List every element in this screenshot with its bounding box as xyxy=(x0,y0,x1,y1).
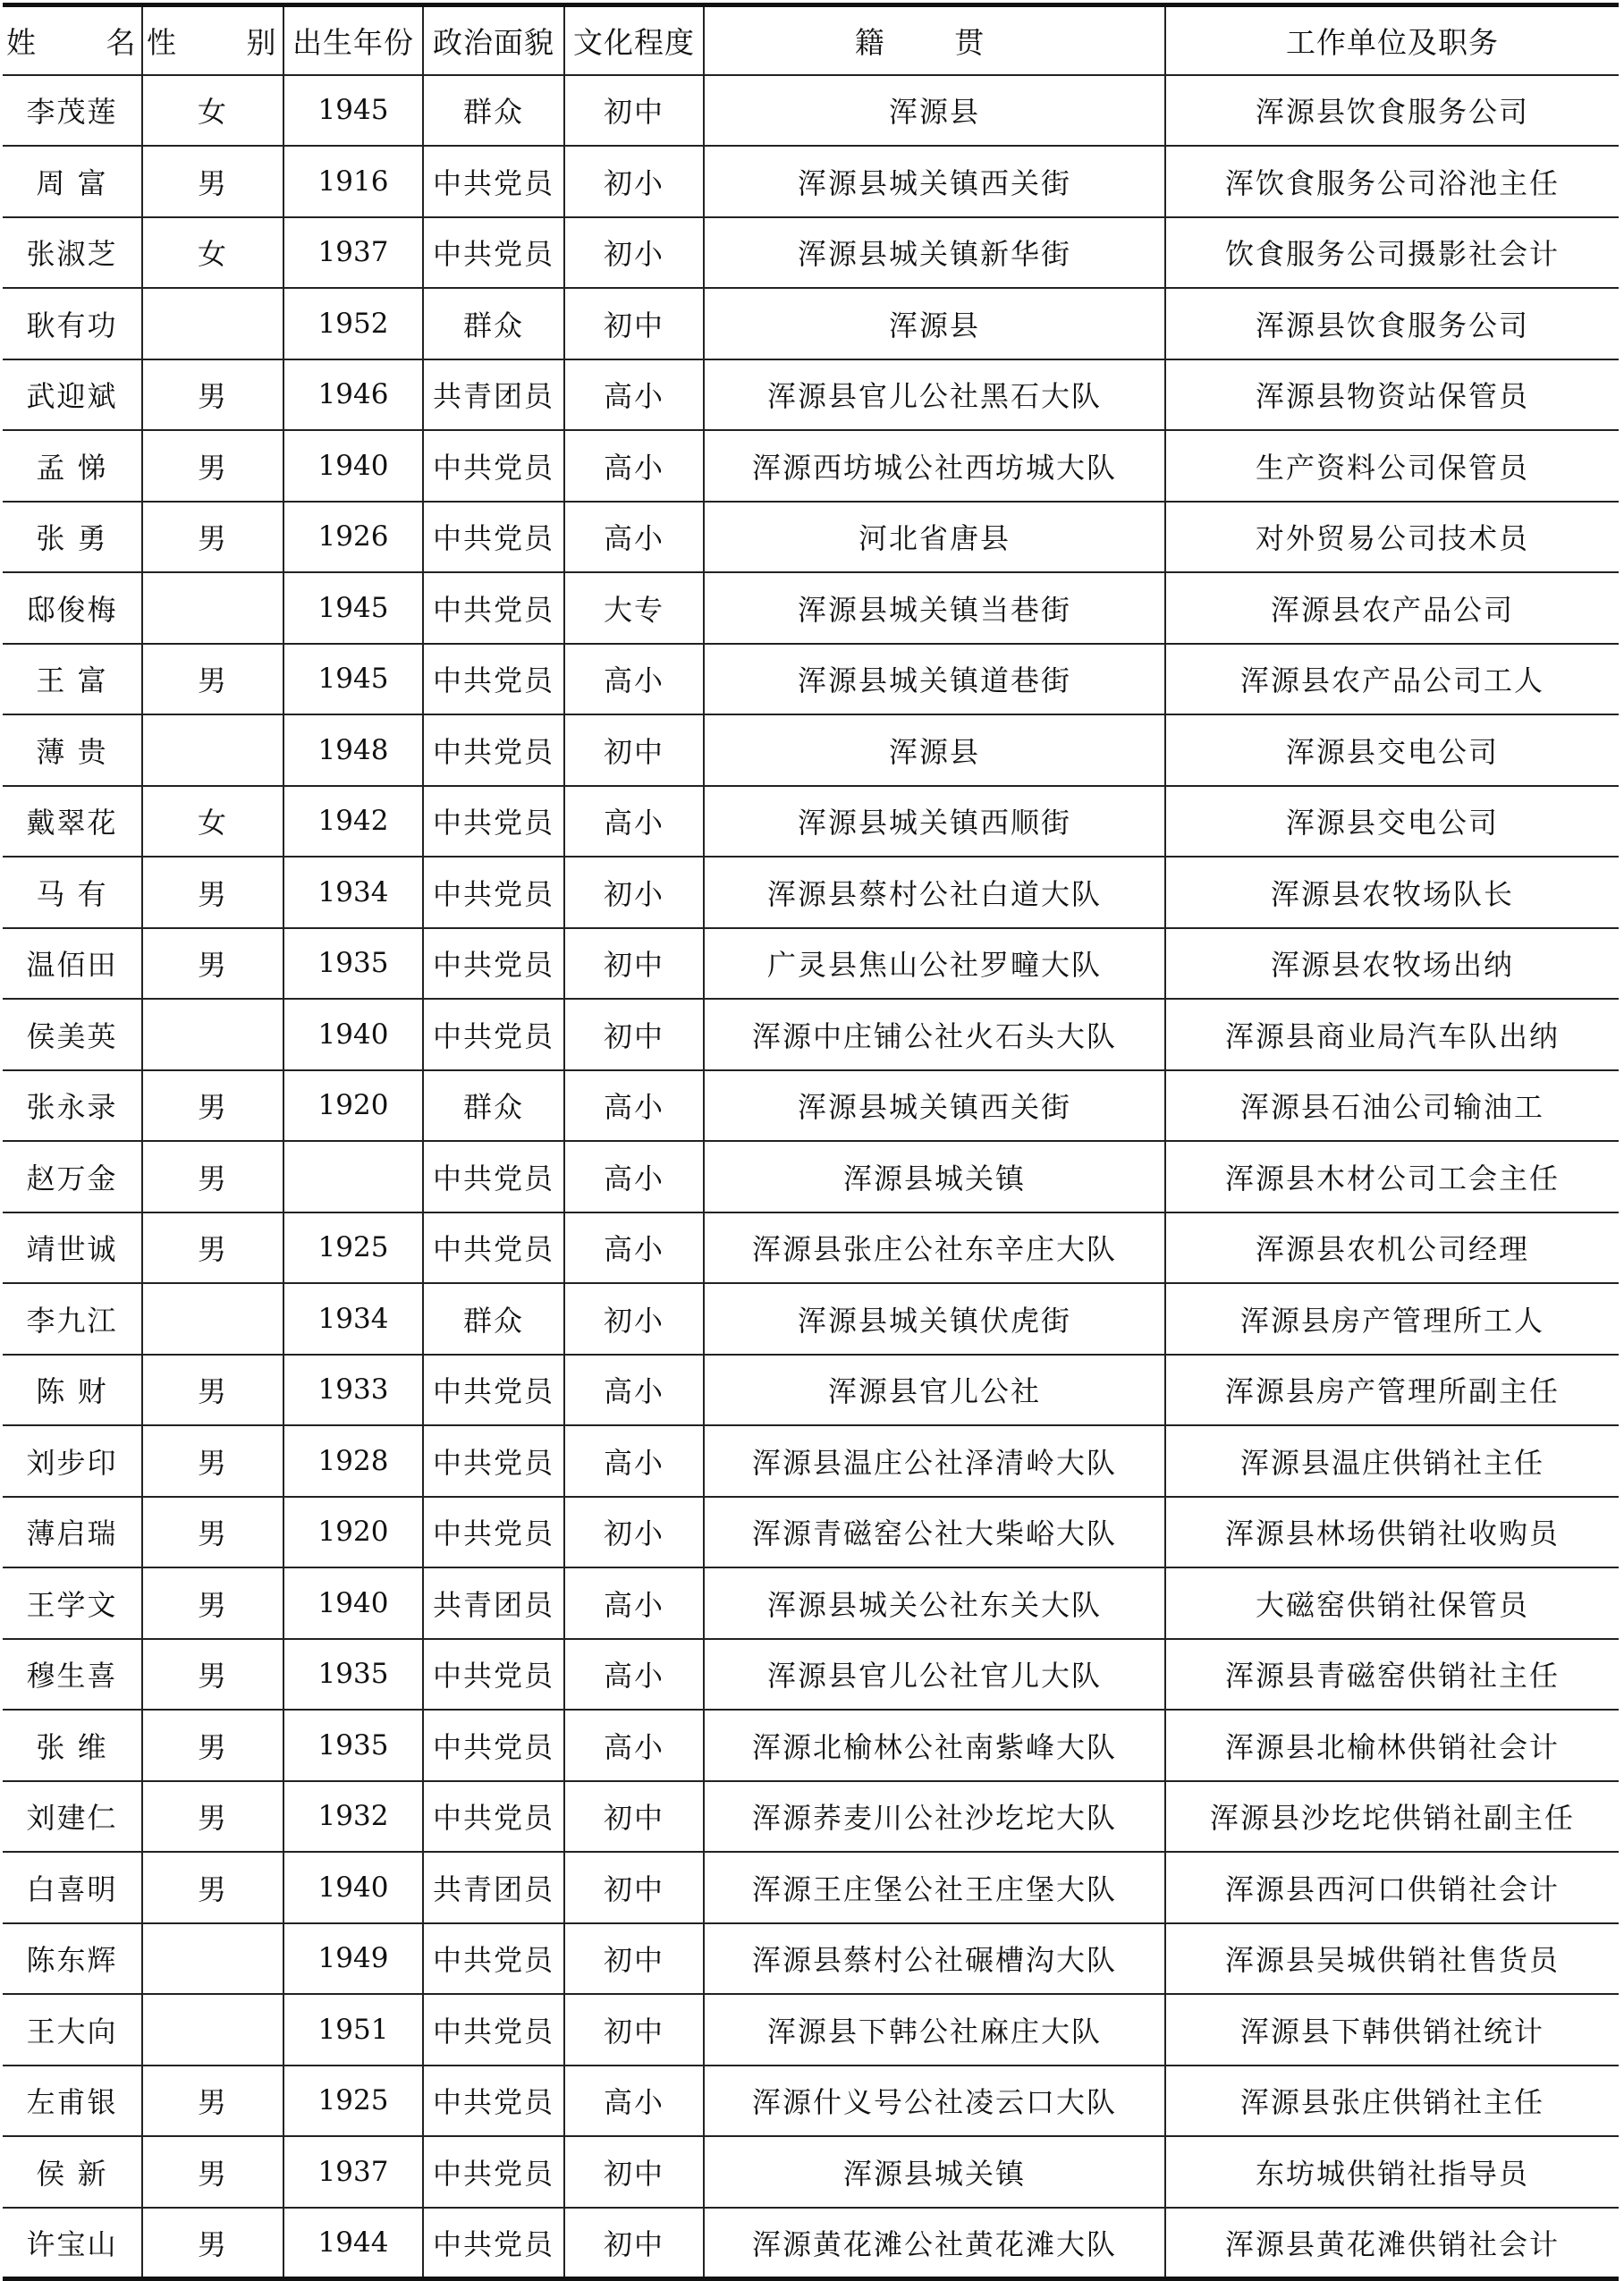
name-cell: 张 维 xyxy=(3,1710,142,1781)
political-status-cell: 中共党员 xyxy=(423,1639,564,1711)
birth-year-cell: 1940 xyxy=(283,1852,423,1923)
name-cell: 李九江 xyxy=(3,1283,142,1355)
workplace-cell: 浑源县房产管理所工人 xyxy=(1165,1283,1619,1355)
workplace-cell: 东坊城供销社指导员 xyxy=(1165,2136,1619,2208)
birth-year-cell: 1934 xyxy=(283,857,423,928)
native-place-cell: 浑源县 xyxy=(704,288,1165,359)
birth-year-cell: 1935 xyxy=(283,928,423,1000)
political-status-cell: 中共党员 xyxy=(423,786,564,857)
workplace-cell: 浑饮食服务公司浴池主任 xyxy=(1165,146,1619,217)
birth-year-cell: 1925 xyxy=(283,1212,423,1284)
header-name: 姓 名 xyxy=(3,5,142,75)
table-row xyxy=(3,1781,1619,1853)
gender-cell: 男 xyxy=(142,1212,283,1284)
political-status-cell: 中共党员 xyxy=(423,572,564,644)
education-cell: 高小 xyxy=(564,1425,704,1497)
education-cell: 初中 xyxy=(564,75,704,147)
workplace-cell: 浑源县石油公司输油工 xyxy=(1165,1070,1619,1142)
native-place-cell: 浑源县张庄公社东辛庄大队 xyxy=(704,1212,1165,1284)
education-cell: 高小 xyxy=(564,1212,704,1284)
education-cell: 高小 xyxy=(564,502,704,573)
education-cell: 初中 xyxy=(564,1923,704,1995)
native-place-cell: 浑源县城关镇道巷街 xyxy=(704,644,1165,715)
native-place-cell: 浑源王庄堡公社王庄堡大队 xyxy=(704,1852,1165,1923)
table-row xyxy=(3,288,1619,359)
education-cell: 初中 xyxy=(564,2208,704,2279)
table-row xyxy=(3,572,1619,644)
education-cell: 高小 xyxy=(564,2066,704,2137)
education-cell: 初中 xyxy=(564,288,704,359)
name-cell: 陈东辉 xyxy=(3,1923,142,1995)
gender-cell: 男 xyxy=(142,2136,283,2208)
political-status-cell: 中共党员 xyxy=(423,430,564,502)
political-status-cell: 中共党员 xyxy=(423,2066,564,2137)
native-place-cell: 浑源西坊城公社西坊城大队 xyxy=(704,430,1165,502)
birth-year-cell: 1942 xyxy=(283,786,423,857)
birth-year-cell: 1932 xyxy=(283,1781,423,1853)
header-education: 文化程度 xyxy=(564,5,704,75)
name-cell: 马 有 xyxy=(3,857,142,928)
workplace-cell: 浑源县吴城供销社售货员 xyxy=(1165,1923,1619,1995)
workplace-cell: 大磁窑供销社保管员 xyxy=(1165,1567,1619,1639)
political-status-cell: 群众 xyxy=(423,288,564,359)
gender-cell: 男 xyxy=(142,928,283,1000)
workplace-cell: 浑源县西河口供销社会计 xyxy=(1165,1852,1619,1923)
birth-year-cell: 1920 xyxy=(283,1070,423,1142)
native-place-cell: 浑源县蔡村公社白道大队 xyxy=(704,857,1165,928)
table-row xyxy=(3,75,1619,147)
workplace-cell: 浑源县交电公司 xyxy=(1165,714,1619,786)
native-place-cell: 浑源县蔡村公社碾槽沟大队 xyxy=(704,1923,1165,1995)
native-place-cell: 浑源县城关镇西关街 xyxy=(704,1070,1165,1142)
education-cell: 高小 xyxy=(564,644,704,715)
table-row xyxy=(3,1425,1619,1497)
birth-year-cell: 1937 xyxy=(283,217,423,289)
education-cell: 初小 xyxy=(564,857,704,928)
birth-year-cell: 1926 xyxy=(283,502,423,573)
table-row xyxy=(3,2066,1619,2137)
birth-year-cell: 1940 xyxy=(283,1567,423,1639)
name-cell: 王大向 xyxy=(3,1994,142,2066)
birth-year-cell: 1951 xyxy=(283,1994,423,2066)
table-row xyxy=(3,1212,1619,1284)
gender-cell: 男 xyxy=(142,1355,283,1426)
name-cell: 刘步印 xyxy=(3,1425,142,1497)
education-cell: 高小 xyxy=(564,786,704,857)
birth-year-cell: 1944 xyxy=(283,2208,423,2279)
name-cell: 王学文 xyxy=(3,1567,142,1639)
gender-cell: 男 xyxy=(142,1497,283,1568)
political-status-cell: 中共党员 xyxy=(423,2136,564,2208)
political-status-cell: 中共党员 xyxy=(423,714,564,786)
gender-cell: 男 xyxy=(142,1425,283,1497)
political-status-cell: 中共党员 xyxy=(423,1141,564,1212)
gender-cell: 男 xyxy=(142,2066,283,2137)
native-place-cell: 浑源县城关镇伏虎街 xyxy=(704,1283,1165,1355)
gender-cell xyxy=(142,572,283,644)
name-cell: 温佰田 xyxy=(3,928,142,1000)
political-status-cell: 群众 xyxy=(423,1283,564,1355)
native-place-cell: 浑源北榆林公社南紫峰大队 xyxy=(704,1710,1165,1781)
table-row xyxy=(3,1283,1619,1355)
name-cell: 邸俊梅 xyxy=(3,572,142,644)
name-cell: 白喜明 xyxy=(3,1852,142,1923)
name-cell: 王 富 xyxy=(3,644,142,715)
workplace-cell: 浑源县木材公司工会主任 xyxy=(1165,1141,1619,1212)
gender-cell xyxy=(142,1994,283,2066)
political-status-cell: 中共党员 xyxy=(423,999,564,1070)
gender-cell: 女 xyxy=(142,75,283,147)
native-place-cell: 浑源县官儿公社黑石大队 xyxy=(704,359,1165,431)
native-place-cell: 浑源县官儿公社官儿大队 xyxy=(704,1639,1165,1711)
native-place-cell: 浑源县城关镇当巷街 xyxy=(704,572,1165,644)
political-status-cell: 中共党员 xyxy=(423,146,564,217)
birth-year-cell: 1940 xyxy=(283,999,423,1070)
political-status-cell: 中共党员 xyxy=(423,502,564,573)
gender-cell: 男 xyxy=(142,857,283,928)
political-status-cell: 中共党员 xyxy=(423,1497,564,1568)
native-place-cell: 浑源县温庄公社泽清岭大队 xyxy=(704,1425,1165,1497)
native-place-cell: 浑源什义号公社凌云口大队 xyxy=(704,2066,1165,2137)
political-status-cell: 中共党员 xyxy=(423,857,564,928)
table-row xyxy=(3,1710,1619,1781)
education-cell: 初中 xyxy=(564,928,704,1000)
table-row xyxy=(3,928,1619,1000)
birth-year-cell: 1940 xyxy=(283,430,423,502)
workplace-cell: 浑源县农产品公司工人 xyxy=(1165,644,1619,715)
workplace-cell: 浑源县物资站保管员 xyxy=(1165,359,1619,431)
name-cell: 穆生喜 xyxy=(3,1639,142,1711)
workplace-cell: 浑源县沙圪坨供销社副主任 xyxy=(1165,1781,1619,1853)
native-place-cell: 浑源荞麦川公社沙圪坨大队 xyxy=(704,1781,1165,1853)
name-cell: 武迎斌 xyxy=(3,359,142,431)
workplace-cell: 浑源县林场供销社收购员 xyxy=(1165,1497,1619,1568)
header-workplace-position: 工作单位及职务 xyxy=(1165,5,1619,75)
gender-cell: 男 xyxy=(142,1710,283,1781)
name-cell: 戴翠花 xyxy=(3,786,142,857)
education-cell: 高小 xyxy=(564,1355,704,1426)
name-cell: 耿有功 xyxy=(3,288,142,359)
table-row xyxy=(3,714,1619,786)
table-body xyxy=(3,75,1619,2279)
table-row xyxy=(3,2208,1619,2279)
education-cell: 大专 xyxy=(564,572,704,644)
birth-year-cell: 1946 xyxy=(283,359,423,431)
native-place-cell: 河北省唐县 xyxy=(704,502,1165,573)
education-cell: 初中 xyxy=(564,2136,704,2208)
gender-cell: 男 xyxy=(142,502,283,573)
education-cell: 初中 xyxy=(564,1781,704,1853)
education-cell: 高小 xyxy=(564,1639,704,1711)
name-cell: 李茂莲 xyxy=(3,75,142,147)
gender-cell: 女 xyxy=(142,786,283,857)
gender-cell xyxy=(142,714,283,786)
native-place-cell: 浑源黄花滩公社黄花滩大队 xyxy=(704,2208,1165,2279)
political-status-cell: 中共党员 xyxy=(423,1710,564,1781)
native-place-cell: 浑源县城关镇西关街 xyxy=(704,146,1165,217)
table-row xyxy=(3,1852,1619,1923)
native-place-cell: 浑源中庄铺公社火石头大队 xyxy=(704,999,1165,1070)
birth-year-cell: 1928 xyxy=(283,1425,423,1497)
table-row xyxy=(3,146,1619,217)
native-place-cell: 浑源青磁窑公社大柴峪大队 xyxy=(704,1497,1165,1568)
table-row xyxy=(3,1070,1619,1142)
education-cell: 高小 xyxy=(564,1567,704,1639)
gender-cell: 女 xyxy=(142,217,283,289)
workplace-cell: 浑源县农机公司经理 xyxy=(1165,1212,1619,1284)
native-place-cell: 浑源县城关镇新华街 xyxy=(704,217,1165,289)
education-cell: 高小 xyxy=(564,1141,704,1212)
gender-cell: 男 xyxy=(142,1781,283,1853)
workplace-cell: 浑源县交电公司 xyxy=(1165,786,1619,857)
workplace-cell: 浑源县房产管理所副主任 xyxy=(1165,1355,1619,1426)
political-status-cell: 中共党员 xyxy=(423,217,564,289)
personnel-table xyxy=(3,3,1619,2281)
gender-cell: 男 xyxy=(142,430,283,502)
birth-year-cell: 1952 xyxy=(283,288,423,359)
gender-cell xyxy=(142,1283,283,1355)
workplace-cell: 浑源县张庄供销社主任 xyxy=(1165,2066,1619,2137)
education-cell: 初中 xyxy=(564,714,704,786)
political-status-cell: 中共党员 xyxy=(423,1355,564,1426)
birth-year-cell: 1933 xyxy=(283,1355,423,1426)
political-status-cell: 中共党员 xyxy=(423,2208,564,2279)
birth-year-cell: 1920 xyxy=(283,1497,423,1568)
native-place-cell: 浑源县城关公社东关大队 xyxy=(704,1567,1165,1639)
table-row xyxy=(3,359,1619,431)
name-cell: 薄启瑞 xyxy=(3,1497,142,1568)
workplace-cell: 浑源县农牧场出纳 xyxy=(1165,928,1619,1000)
name-cell: 侯 新 xyxy=(3,2136,142,2208)
birth-year-cell: 1916 xyxy=(283,146,423,217)
native-place-cell: 广灵县焦山公社罗疃大队 xyxy=(704,928,1165,1000)
native-place-cell: 浑源县 xyxy=(704,714,1165,786)
gender-cell: 男 xyxy=(142,1070,283,1142)
political-status-cell: 共青团员 xyxy=(423,1567,564,1639)
political-status-cell: 中共党员 xyxy=(423,1425,564,1497)
table-row xyxy=(3,1497,1619,1568)
table-row xyxy=(3,1141,1619,1212)
education-cell: 高小 xyxy=(564,430,704,502)
workplace-cell: 浑源县温庄供销社主任 xyxy=(1165,1425,1619,1497)
political-status-cell: 中共党员 xyxy=(423,928,564,1000)
table-row xyxy=(3,1994,1619,2066)
gender-cell: 男 xyxy=(142,359,283,431)
gender-cell xyxy=(142,288,283,359)
workplace-cell: 浑源县农牧场队长 xyxy=(1165,857,1619,928)
table-row xyxy=(3,1639,1619,1711)
name-cell: 许宝山 xyxy=(3,2208,142,2279)
gender-cell: 男 xyxy=(142,2208,283,2279)
table-row xyxy=(3,644,1619,715)
workplace-cell: 浑源县北榆林供销社会计 xyxy=(1165,1710,1619,1781)
gender-cell: 男 xyxy=(142,644,283,715)
table-row xyxy=(3,999,1619,1070)
name-cell: 孟 悌 xyxy=(3,430,142,502)
political-status-cell: 共青团员 xyxy=(423,1852,564,1923)
native-place-cell: 浑源县下韩公社麻庄大队 xyxy=(704,1994,1165,2066)
gender-cell xyxy=(142,1923,283,1995)
native-place-cell: 浑源县 xyxy=(704,75,1165,147)
education-cell: 高小 xyxy=(564,1710,704,1781)
name-cell: 薄 贵 xyxy=(3,714,142,786)
native-place-cell: 浑源县城关镇 xyxy=(704,1141,1165,1212)
workplace-cell: 对外贸易公司技术员 xyxy=(1165,502,1619,573)
workplace-cell: 饮食服务公司摄影社会计 xyxy=(1165,217,1619,289)
name-cell: 左甫银 xyxy=(3,2066,142,2137)
political-status-cell: 共青团员 xyxy=(423,359,564,431)
name-cell: 靖世诚 xyxy=(3,1212,142,1284)
workplace-cell: 浑源县商业局汽车队出纳 xyxy=(1165,999,1619,1070)
table-row xyxy=(3,217,1619,289)
education-cell: 初中 xyxy=(564,999,704,1070)
workplace-cell: 浑源县青磁窑供销社主任 xyxy=(1165,1639,1619,1711)
table-row xyxy=(3,2136,1619,2208)
birth-year-cell: 1937 xyxy=(283,2136,423,2208)
table-row xyxy=(3,502,1619,573)
political-status-cell: 群众 xyxy=(423,75,564,147)
header-gender: 性 别 xyxy=(142,5,283,75)
gender-cell xyxy=(142,999,283,1070)
name-cell: 张永录 xyxy=(3,1070,142,1142)
education-cell: 高小 xyxy=(564,1070,704,1142)
workplace-cell: 生产资料公司保管员 xyxy=(1165,430,1619,502)
political-status-cell: 中共党员 xyxy=(423,1923,564,1995)
native-place-cell: 浑源县官儿公社 xyxy=(704,1355,1165,1426)
workplace-cell: 浑源县下韩供销社统计 xyxy=(1165,1994,1619,2066)
political-status-cell: 中共党员 xyxy=(423,1781,564,1853)
header-political-status: 政治面貌 xyxy=(423,5,564,75)
table-row xyxy=(3,1923,1619,1995)
education-cell: 初中 xyxy=(564,1852,704,1923)
native-place-cell: 浑源县城关镇西顺街 xyxy=(704,786,1165,857)
table-row xyxy=(3,1567,1619,1639)
name-cell: 刘建仁 xyxy=(3,1781,142,1853)
political-status-cell: 群众 xyxy=(423,1070,564,1142)
birth-year-cell: 1945 xyxy=(283,572,423,644)
birth-year-cell: 1945 xyxy=(283,644,423,715)
education-cell: 初中 xyxy=(564,1994,704,2066)
education-cell: 初小 xyxy=(564,217,704,289)
birth-year-cell: 1948 xyxy=(283,714,423,786)
education-cell: 初小 xyxy=(564,1497,704,1568)
workplace-cell: 浑源县农产品公司 xyxy=(1165,572,1619,644)
birth-year-cell: 1925 xyxy=(283,2066,423,2137)
gender-cell: 男 xyxy=(142,1639,283,1711)
birth-year-cell: 1935 xyxy=(283,1639,423,1711)
education-cell: 初小 xyxy=(564,1283,704,1355)
gender-cell: 男 xyxy=(142,1852,283,1923)
header-row xyxy=(3,5,1619,75)
birth-year-cell: 1945 xyxy=(283,75,423,147)
workplace-cell: 浑源县黄花滩供销社会计 xyxy=(1165,2208,1619,2279)
header-birth-year: 出生年份 xyxy=(283,5,423,75)
table-row xyxy=(3,857,1619,928)
name-cell: 张 勇 xyxy=(3,502,142,573)
header-native-place: 籍 贯 xyxy=(704,5,1165,75)
name-cell: 侯美英 xyxy=(3,999,142,1070)
education-cell: 初小 xyxy=(564,146,704,217)
education-cell: 高小 xyxy=(564,359,704,431)
gender-cell: 男 xyxy=(142,1567,283,1639)
table-row xyxy=(3,430,1619,502)
name-cell: 陈 财 xyxy=(3,1355,142,1426)
birth-year-cell xyxy=(283,1141,423,1212)
workplace-cell: 浑源县饮食服务公司 xyxy=(1165,288,1619,359)
birth-year-cell: 1934 xyxy=(283,1283,423,1355)
name-cell: 周 富 xyxy=(3,146,142,217)
political-status-cell: 中共党员 xyxy=(423,1994,564,2066)
name-cell: 赵万金 xyxy=(3,1141,142,1212)
table-row xyxy=(3,1355,1619,1426)
birth-year-cell: 1949 xyxy=(283,1923,423,1995)
gender-cell: 男 xyxy=(142,1141,283,1212)
political-status-cell: 中共党员 xyxy=(423,1212,564,1284)
table-row xyxy=(3,786,1619,857)
gender-cell: 男 xyxy=(142,146,283,217)
political-status-cell: 中共党员 xyxy=(423,644,564,715)
name-cell: 张淑芝 xyxy=(3,217,142,289)
native-place-cell: 浑源县城关镇 xyxy=(704,2136,1165,2208)
birth-year-cell: 1935 xyxy=(283,1710,423,1781)
workplace-cell: 浑源县饮食服务公司 xyxy=(1165,75,1619,147)
